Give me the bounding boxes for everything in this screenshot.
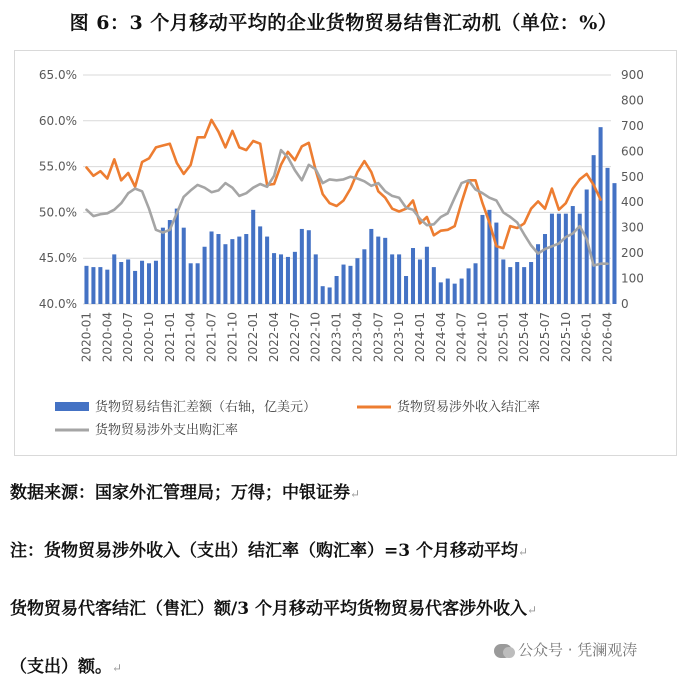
right-axis-tick-label: 100	[621, 271, 644, 286]
bar	[522, 267, 526, 304]
legend-swatch-bar	[55, 402, 89, 411]
bar	[244, 234, 248, 304]
bar	[84, 266, 88, 304]
bar	[355, 258, 359, 304]
bar	[439, 282, 443, 304]
right-axis-tick-label: 0	[621, 297, 629, 311]
x-axis-tick-label: 2021-01	[162, 312, 177, 363]
bar	[467, 268, 471, 304]
x-axis-tick-label: 2025-07	[538, 312, 552, 363]
bar	[203, 247, 207, 304]
bar	[425, 247, 429, 304]
bar	[550, 214, 554, 304]
bar	[557, 214, 561, 304]
formula-note-line-3	[10, 652, 122, 677]
bar	[119, 262, 123, 304]
bar	[265, 237, 269, 304]
bar	[404, 276, 408, 304]
bar	[508, 267, 512, 304]
bar	[189, 263, 193, 304]
bar	[105, 270, 109, 304]
x-axis-tick-label: 2021-10	[225, 312, 240, 363]
bar	[564, 214, 568, 304]
x-axis-tick-label: 2020-07	[121, 312, 136, 363]
bar	[515, 262, 519, 304]
x-axis-tick-label: 2025-04	[517, 312, 532, 363]
bar	[161, 228, 165, 304]
bar	[258, 226, 262, 304]
bar	[279, 254, 283, 304]
x-axis-tick-label: 2025-01	[496, 312, 511, 363]
formula-note-line-2	[10, 594, 537, 619]
x-axis-tick-label: 2023-10	[392, 312, 407, 363]
bar	[474, 263, 478, 304]
bar	[293, 252, 297, 304]
bar	[362, 249, 366, 304]
source-note-text: 数据来源：国家外汇管理局；万得；中银证券	[10, 483, 350, 503]
x-axis-tick-label: 2022-07	[287, 312, 302, 363]
left-axis-tick-label: 45.0%	[38, 251, 77, 266]
bar	[251, 210, 255, 304]
wechat-icon	[494, 644, 512, 658]
right-axis-tick-label: 900	[621, 68, 644, 82]
left-axis-tick-label: 50.0%	[38, 205, 77, 220]
bar	[168, 220, 172, 304]
bar	[411, 248, 415, 304]
x-axis-tick-label: 2024-07	[454, 312, 469, 363]
bar	[397, 254, 401, 304]
paragraph-mark: ↵	[526, 603, 538, 617]
bar	[91, 267, 95, 304]
legend-label: 货物贸易结售汇差额（右轴，亿美元）	[95, 400, 317, 415]
x-axis-tick-label: 2026-01	[579, 312, 594, 363]
bar	[140, 261, 144, 304]
bar	[98, 267, 102, 304]
x-axis-tick-label: 2023-01	[329, 312, 344, 363]
bar	[543, 234, 547, 304]
bar	[612, 183, 616, 304]
bar	[133, 271, 137, 304]
bar	[210, 231, 214, 304]
bar	[480, 215, 484, 304]
bar	[342, 265, 346, 304]
legend-label: 货物贸易涉外支出购汇率	[95, 423, 239, 438]
x-axis-tick-label: 2022-04	[267, 312, 282, 363]
bar	[321, 286, 325, 304]
bar	[599, 127, 603, 304]
bar	[314, 254, 318, 304]
formula-note-line-1	[10, 536, 528, 561]
left-axis-tick-label: 65.0%	[38, 68, 77, 82]
bar	[300, 229, 304, 304]
x-axis-tick-label: 2023-07	[371, 312, 386, 363]
bar	[390, 254, 394, 304]
right-axis-tick-label: 300	[621, 220, 644, 235]
bar	[112, 254, 116, 304]
bar	[571, 206, 575, 304]
bar	[369, 229, 373, 304]
bar	[237, 237, 241, 304]
bar	[592, 155, 596, 304]
right-axis-tick-label: 800	[621, 93, 644, 108]
bar	[216, 234, 220, 304]
formula-note-line-2-text: 货物贸易代客结汇（售汇）额/3 个月移动平均货物贸易代客涉外收入	[10, 599, 527, 619]
paragraph-mark: ↵	[112, 661, 123, 675]
paragraph-mark: ↵	[350, 487, 361, 501]
bar	[606, 168, 610, 304]
right-axis-tick-label: 600	[621, 144, 644, 159]
x-axis-tick-label: 2022-10	[308, 312, 323, 363]
bar	[348, 266, 352, 304]
bar	[307, 230, 311, 304]
left-axis-tick-label: 55.0%	[38, 159, 77, 174]
combo-chart	[15, 51, 676, 455]
paragraph-mark: ↵	[518, 545, 529, 559]
bar	[328, 287, 332, 304]
x-axis-tick-label: 2024-04	[433, 312, 448, 363]
bar	[223, 244, 227, 304]
bar	[335, 276, 339, 304]
left-axis-tick-label: 40.0%	[38, 297, 77, 311]
x-axis-tick-label: 2021-04	[183, 312, 198, 363]
bar	[182, 228, 186, 304]
x-axis-tick-label: 2022-01	[246, 312, 261, 363]
x-axis-tick-label: 2020-04	[100, 312, 115, 363]
right-axis-tick-label: 500	[621, 169, 644, 184]
chart-frame	[14, 50, 677, 456]
bar	[432, 267, 436, 304]
watermark-text: 公众号 · 凭澜观涛	[518, 641, 638, 659]
bar	[460, 279, 464, 304]
bar	[286, 257, 290, 304]
bar	[453, 284, 457, 304]
bar	[418, 259, 422, 304]
bar	[383, 238, 387, 304]
bar	[376, 237, 380, 304]
x-axis-tick-label: 2020-01	[79, 312, 94, 363]
bar	[272, 253, 276, 304]
x-axis-tick-label: 2025-10	[558, 312, 573, 363]
bar	[501, 259, 505, 304]
right-axis-tick-label: 700	[621, 118, 644, 133]
left-axis-tick-label: 60.0%	[38, 113, 77, 128]
bar	[147, 263, 151, 304]
source-note	[10, 478, 360, 503]
right-axis-tick-label: 400	[621, 195, 644, 210]
bar	[154, 261, 158, 304]
bar	[126, 259, 130, 304]
x-axis-tick-label: 2021-07	[204, 312, 219, 363]
bar	[175, 209, 179, 304]
x-axis-tick-label: 2024-10	[475, 312, 490, 363]
watermark	[494, 639, 637, 660]
bar	[446, 279, 450, 304]
bar	[494, 223, 498, 304]
x-axis-tick-label: 2020-10	[142, 312, 156, 363]
x-axis-tick-label: 2024-01	[412, 312, 427, 363]
chart-title: 图 6：3 个月移动平均的企业货物贸易结售汇动机（单位：%）	[69, 12, 618, 34]
x-axis-tick-label: 2023-04	[350, 312, 365, 363]
formula-note-line-3-text: （支出）额。	[10, 657, 112, 677]
bar	[529, 262, 533, 304]
bar	[196, 263, 200, 304]
formula-note-line-1-text: 注：货物贸易涉外收入（支出）结汇率（购汇率）=3 个月移动平均	[10, 541, 518, 561]
x-axis-tick-label: 2026-04	[600, 312, 615, 363]
right-axis-tick-label: 200	[621, 246, 644, 261]
legend-label: 货物贸易涉外收入结汇率	[397, 400, 541, 415]
bar	[230, 239, 234, 304]
